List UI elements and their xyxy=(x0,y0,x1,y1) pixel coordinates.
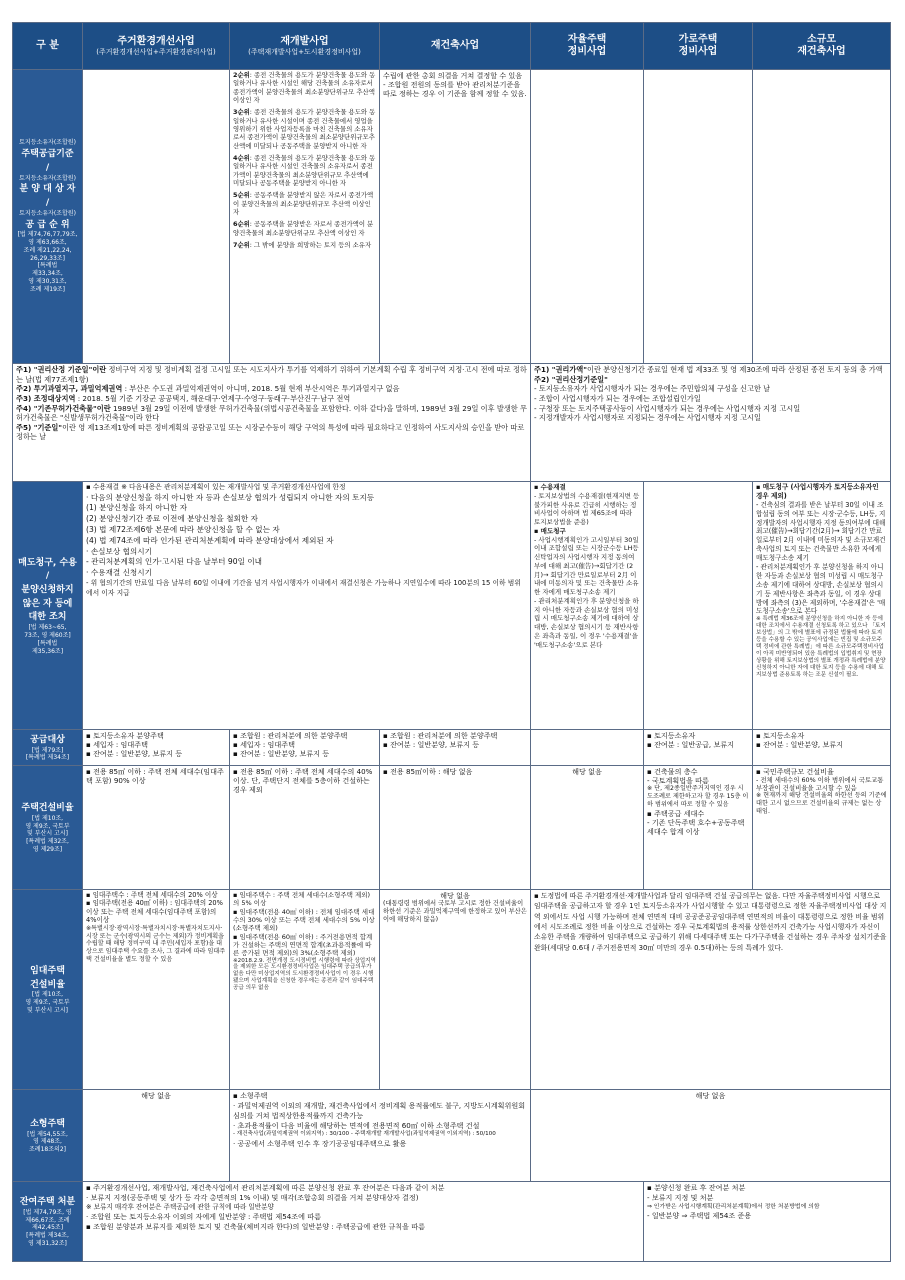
text-line: ▪ 수용재결 xyxy=(534,483,566,491)
row-header-rental-ratio xyxy=(13,890,83,1090)
cell-r4-c4 xyxy=(531,766,644,890)
rh3-line: [특례법 제34조] xyxy=(25,754,70,762)
rh1-line: / xyxy=(45,162,50,173)
rh1-line: 토지등소유자(조합원) xyxy=(19,209,76,217)
comparison-table-wrapper xyxy=(12,22,890,1262)
rank-label: 7순위 xyxy=(233,240,250,249)
rh1-line: 토지등소유자(조합원) xyxy=(19,139,76,147)
rank-label: 4순위 xyxy=(233,153,250,162)
note-text: 정비구역 지정 및 정비계획 결정 고시일 또는 시도지사가 투기를 억제하기 위하여 기본계획 수립 후 정비구역 지정·고시 전에 따로 정하는 날(법 제77조제1항) xyxy=(16,365,527,384)
text-line: ▪ 전용 85㎡ 이하 : 주택 전체 세대수의 40% 이상. 단, 주택단지 전체를 5층이하 건설하는 경우 제외 xyxy=(233,767,373,795)
header-redevelopment xyxy=(230,23,380,70)
cell-r3-c3 xyxy=(380,730,531,766)
cell-r2-left xyxy=(83,482,531,730)
text-line: ▪ 전용 85㎡ 이하 : 주택 전체 세대수(임대주택 포함) 90% 이상 xyxy=(86,767,224,786)
rh2-line: 73조, 영 제60조] xyxy=(24,631,71,639)
note-title: 주4) "기존무허가건축물"이란 xyxy=(16,403,111,413)
row-expropriation xyxy=(13,482,891,730)
comparison-table xyxy=(12,22,891,1262)
rh1-line: [특례법 xyxy=(37,262,58,270)
rh2-line: 제35,36조] xyxy=(31,647,64,655)
text-line: - 조합원 전원의 동의를 받아 관리처분기준을 따로 정하는 경우 이 기준을 함께 정할 수 있음. xyxy=(383,80,527,99)
text-line: 해당 없음 xyxy=(141,1091,171,1100)
cell-r3-c5 xyxy=(644,730,753,766)
text-line: - 토지보상법의 수용재결(현재지변 등 불가피한 사유로 긴급히 시행하는 정비사업이 아하며 법 제65조에 따라 토지보상법을 준용) xyxy=(534,491,640,527)
cell-r5-c1 xyxy=(83,890,230,1090)
cell-r4-c2 xyxy=(230,766,380,890)
text-line: ▪ 소형주택 xyxy=(233,1091,268,1100)
rh2-line: 대한 조치 xyxy=(28,612,67,623)
rh6-line: 소형주택 xyxy=(30,1118,65,1129)
text-line: (2) 분양신청기간 종료 이전에 분양신청을 철회한 자 xyxy=(86,514,258,524)
rh4-line: 주택건설비율 xyxy=(21,803,74,814)
text-line: ▪ 임대주택(전용 40㎡ 이하) : 전체 임대주택 세대수의 30% 이상 또는 주택 전체 세대수의 5% 이상(소형주택 제외) xyxy=(233,907,375,933)
text-line: ▪ 세입자 : 임대주택 xyxy=(86,740,148,750)
rank-label: 2순위 xyxy=(233,71,250,79)
text-line: ※특별시장·광역시장·특별자치시장·특별자치도지사·시장 또는 군수(광역시의 군수는 제외)가 정비계획을 수립할 때 해당 정비구역 내 주민(세입자 포함)을 대상으로 임대주택 수요를 조사, 그 결과에 따라 임대주택 건설비율을 별도 정할 수 있음 xyxy=(86,924,226,963)
row-header-supply-criteria xyxy=(13,70,83,364)
header-c2-label: 재개발사업 xyxy=(280,35,329,47)
text-line: 해당 없음 xyxy=(695,1091,726,1100)
cell-r6-right xyxy=(531,1090,891,1182)
header-c5b: 정비사업 xyxy=(678,46,718,57)
note-title: 주1) "권리가액" xyxy=(534,365,587,374)
cell-r3-c1 xyxy=(83,730,230,766)
cell-r6-c1 xyxy=(83,1090,230,1182)
rh7-line: [법 제74,79조, 영 xyxy=(23,1208,72,1216)
row-header-small-houses xyxy=(13,1090,83,1182)
rank-text: : 공동주택을 분양받지 않은 자로서 종전가액이 분양건축물의 최소분양단위규모 추산액 이상인 자 xyxy=(233,191,374,216)
cell-r2-right xyxy=(753,482,891,730)
rh3-line: [법 제79조] xyxy=(31,746,64,754)
rh1-line: 조례 제21,22,24, xyxy=(23,246,72,254)
row-rental-ratio xyxy=(13,890,891,1090)
rank-text: : 종전 건축물의 용도가 분양건축물 용도와 동일하거나 유사한 시설인 건축물의 소유자로서 종전가액이 분양건축물의 최소분양단위규모 추산액에 미달되나 공동주택을 분양받지 아니한 자 xyxy=(233,153,376,187)
rh1-line: 영 제63,66조, xyxy=(28,239,67,247)
header-c2-sub: (주택재개발사업+도시환경정비사업) xyxy=(248,47,361,56)
rank-text: : 그 밖에 분양을 희망하는 토지 등의 소유자 xyxy=(249,240,372,249)
text-line: - 관리처분계획인가 후 분양신청을 하지 아니한 자등과 손실보상 협의 미성립 시 매도청구소송 제기에 대하여 상대방, 손실보상 협의시기 등 재반사항은 좌측과 동일, 이 경우 '수용재결'을 '매도청구소송'으로 본다 xyxy=(534,596,639,649)
rh7-line: 제66,67조, 조례 xyxy=(25,1216,70,1224)
cell-r6-mid xyxy=(230,1090,531,1182)
rh2-line: 않은 자 등에 xyxy=(22,598,73,609)
note-title: 주3) 조정대상지역 xyxy=(16,393,76,403)
text-line: - 국토계획법을 따름 xyxy=(647,776,709,786)
rh7-line: 잔여주택 처분 xyxy=(19,1197,76,1208)
text-line: (4) 법 제74조에 따라 인가된 관리처분계획에 따라 분양대상에서 제외된 자 xyxy=(86,535,334,545)
cell-r4-c5 xyxy=(644,766,753,890)
note-text: - 지정개발자가 사업시행자로 지정되는 경우에는 사업시행자 지정 고시일 xyxy=(534,413,761,423)
text-line: (3) 법 제72조제6항 본문에 따라 분양신청을 할 수 없는 자 xyxy=(86,524,280,534)
rank-text: : 공동주택을 분양받은 자로서 종전가액이 분양건축물의 최소분양단위규모 추산액 이상인 자 xyxy=(233,220,374,237)
text-line: ▪ 분양신청 완료 후 잔여분 처분 xyxy=(647,1183,746,1192)
text-line: ▪ 임대주택수 : 주택 전체 세대수(소형주택 제외)의 5% 이상 xyxy=(233,891,371,908)
text-line: ▪ 임대주택(전용 40㎡ 이하) : 임대주택의 20% 이상 또는 주택 전체 세대수(임대주택 포함)의 4%이상 xyxy=(86,899,223,925)
cell-r2-empty xyxy=(644,482,753,730)
rh4-line: [특례법 제32조, xyxy=(26,838,69,846)
text-line: ▪ 토지등소유자 xyxy=(756,731,805,740)
text-note: ※ 특례법 제36조에 분양신청을 하지 아니한 자 등에 대한 조치에서 수용재결 신청토록 하고 있으나 「토지보상법」의 그 밖에 별표에 규정된 법률에 따라 토지등을 수용할 수 있는 공익사업에는 빈집 및 소규모주택 정비에 관한 특례법」에 따른 소규모주택정비사업이 아직 미반영되어 있음 특례법의 입법취지 및 현장상황을 위해 토지보상법의 별표 개정과 특례법에 분양신청하지 아니한 자에 대한 토지 등을 수용에 대해 토지보상법 준용토록 하는 조문 신설이 필요. xyxy=(756,616,886,679)
header-small-reconstruction xyxy=(753,23,891,70)
cell-r1-c5 xyxy=(644,70,753,364)
row-header-housing-ratio xyxy=(13,766,83,890)
text-line: 해당 없음 xyxy=(572,767,602,776)
header-category xyxy=(13,23,83,70)
header-c5a: 가로주택 xyxy=(678,34,718,45)
row-notes xyxy=(13,364,891,482)
text-line: ▪ 매도청구 xyxy=(534,526,566,535)
cell-r5-c2 xyxy=(230,890,380,1090)
text-line: - 관리처분계획의 인가·고시된 다음 날부터 90일 이내 xyxy=(86,557,263,567)
text-line: ⇒ 인가받은 사업시행계획(관리처분계획)에서 정한 처분방법에 의함 xyxy=(647,1203,820,1210)
text-line: ▪ 조합원 : 관리처분에 의한 분양주택 xyxy=(233,731,348,740)
text-line: ▪ 잔여분 : 일반분양, 보류지 등 xyxy=(86,749,183,759)
note-text: - 조합이 사업시행자가 되는 경우에는 조합설립인가일 xyxy=(534,393,701,403)
rh1-line: 토지등소유자(조합원) xyxy=(19,174,76,182)
cell-r4-c1 xyxy=(83,766,230,890)
row-small-houses xyxy=(13,1090,891,1182)
note-text: : 부산은 수도권 과밀억제권역이 아니며, 2018. 5월 현재 부산시역은 투기과열지구 없음 xyxy=(122,384,400,394)
note-title: 주2) "권리산정기준일" xyxy=(534,374,608,384)
text-note: ※2018.2.9. 전면개정 도시정비법 시행령에 따라 상업지역을 제외한 모든 도시환경정비사업은 임대주택 공급의무가 없음 다만 미상업지역의 도시환경정비사업이 이 경우 시행됐으며 사업계획을 신청한 경우에는 종전과 같이 임대주택 공급 의무 없음 xyxy=(233,957,376,992)
text-line: · 보류지 지정(공동주택 및 상가 등 각각 총면적의 1% 이내) 및 매각(조합총회 의결을 거쳐 분양대상자 결정) xyxy=(86,1192,419,1202)
text-line: - 사업시행계획인가 고시일부터 30일 이내 조합설립 또는 시장군수등 LH등 신탁업자의 사업시행자 지정 동의여부에 대해 최고(催告)→회답기간 (2月)→ 회답기간 만료일로부터 2月 이내에 미동의자 및 또는 건축물만 소유한 자에게 매도청구소송 제기 xyxy=(534,535,639,597)
text-line: · 과밀억제권역 이외의 재개발, 재건축사업에서 정비계획 용적률에도 불구, 지방도시계획위원회 심의를 거쳐 법적상한용적률까지 건축가능 xyxy=(233,1101,526,1121)
rh1-line: / xyxy=(45,198,50,209)
rh6-line: 조례18조의2] xyxy=(29,1146,66,1154)
text-line: ※ 단, 제2종일반주거지역인 경우 시도조례로 제한하고자 할 경우 15층 이하 범위에서 따로 정할 수 있음 xyxy=(647,785,749,809)
cell-r1-c6 xyxy=(753,70,891,364)
text-line: - 기존 단독주택 호수+공동주택 세대수 합계 이상 xyxy=(647,818,745,837)
row-housing-ratio xyxy=(13,766,891,890)
text-line: - 전체 세대수의 60% 이하 범위에서 국토교통부장관이 건설비율을 고시할 수 있음 xyxy=(756,776,884,793)
text-line: ▪ 잔여분 : 일반분양, 보류지 등 xyxy=(383,740,480,750)
rh2-line: [법 제63~65, xyxy=(28,624,67,632)
row-remaining-disposal xyxy=(13,1182,891,1262)
text-line: ▪ 잔여분 : 일반분양, 보류지 xyxy=(756,740,843,750)
cell-r5-c3 xyxy=(380,890,531,1090)
rh2-line: [특례법 xyxy=(37,639,58,647)
rank-text: : 종전 건축물의 용도가 분양건축물 용도와 동일하거나 유사한 시설이며 종전 건축물에서 영업을 영위하기 위한 사업자등록을 마친 건축물의 소유자로서 종전가액이 분양건축물의 최소분양단위규모추산액에 미달되나 공동주택을 분양받지 아니한 자 xyxy=(233,108,376,150)
text-line: · 공공에서 소형주택 인수 후 장기공공임대주택으로 활용 xyxy=(233,1139,407,1149)
header-reconstruction xyxy=(380,23,531,70)
rh5-line: 영 제9조, 국토부 xyxy=(25,999,70,1007)
note-title: 주1) "권리산정 기준일"이란 xyxy=(16,365,107,374)
rh6-line: 영 제48조, xyxy=(33,1138,62,1146)
header-residential-improvement xyxy=(83,23,230,70)
row-header-remaining-disposal xyxy=(13,1182,83,1262)
text-line: ▪ 건축물의 층수 xyxy=(647,767,698,776)
cell-r1-c2 xyxy=(230,70,380,364)
text-line: · 조합원 또는 토지등소유자 이외의 자에게 일반분양 : 주택법 제54조에 따름 xyxy=(86,1212,321,1222)
text-line: 수립에 관한 총회 의결을 거쳐 결정할 수 있음 xyxy=(383,71,523,80)
rh4-line: 영 제9조, 국토부 xyxy=(25,822,70,830)
text-line: ▪ 세입자 : 임대주택 xyxy=(233,740,295,750)
text-line: - 일반분양 ⇒ 주택법 제54조 준용 xyxy=(647,1211,752,1221)
row-header-supply-target xyxy=(13,730,83,766)
note-text: 이란 영 제13조제1항에 따른 정비계획의 공람공고일 또는 시장군수등이 해당 구역의 특성에 따라 필요하다고 인정하여 사도지사의 승인을 받아 따로 정하는 날 xyxy=(16,422,525,442)
text-line: ▪ 잔여분 : 일반공급, 보류지 xyxy=(647,740,734,750)
text-line: ▪ 조합원 분양분과 보류지를 제외한 토지 및 건축물(체비지라 한다)의 일반분양 : 주택공급에 관한 규칙을 따름 xyxy=(86,1221,425,1231)
cell-r5-c456 xyxy=(531,890,891,1090)
header-c4a: 자율주택 xyxy=(567,34,607,45)
rh2-line: / xyxy=(45,571,50,582)
header-street-housing xyxy=(644,23,753,70)
header-c6b: 재건축사업 xyxy=(797,46,846,57)
text-line: · 수용재결 신청시기 xyxy=(86,568,152,578)
text-line: - 보류지 지정 및 처분 xyxy=(647,1192,714,1202)
header-c6a: 소규모 xyxy=(807,34,836,45)
text-line: ▪ 도정법에 따른 주거환경개선·재개발사업과 달리 임대주택 건설 공급의무는 없음. 다만 자율주택정비사업 시행으로 임대주택을 공급하고자 할 경우 1인 토지등소유자가 사업시행할 수 있고 대통령령으로 정한 자율주택정비사업 대상 지역 외에서도 사업 시행 가능하며 전체 연면적 대비 공공준공공임대주택 연면적의 비율이 대통령령으로 정한 비율 범위에서 시도조례로 정한 비율 이상으로 건설하는 경우 국토계획법의 용적률 상한선까지 건축가능 사업시행자가 자신이 소유한 주택을 개량하여 임대주택으로 공급하기 위해 다세대주택 또는 다가구주택을 건설하는 경우 주차장 설치기준을 완화(세대당 0.6대 / 주거전용면적 30㎡ 미만의 경우 0.5대)하는 등의 특례가 있다. xyxy=(534,892,887,952)
text-line: ▪ 토지등소유자 분양주택 xyxy=(86,731,164,740)
cell-r7-left xyxy=(83,1182,644,1262)
text-line: (대통령령 범위에서 국토부 고시로 정한 건설비율이 하한선 기준은 과밀억제구역에 한정하고 있어 부산은 이에 해당하지 않음) xyxy=(383,900,527,924)
header-c1-sub: (주거환경개선사업+주거환경관리사업) xyxy=(96,47,216,56)
text-line: ▪ 주거환경개선사업, 재개발사업, 재건축사업에서 관리처분계획에 따른 분양신청 완료 후 잔여분은 다음과 같이 처분 xyxy=(86,1183,445,1192)
row-supply-criteria xyxy=(13,70,891,364)
rank-text: : 종전 건축물의 용도가 분양건축물 용도와 동일하거나 유사한 시설인 해당 건축물의 소유자로서 종전가액이 분양건축물의 최소분양단위규모 추산액 이상인 자 xyxy=(233,71,376,104)
text-line: ▪ 전용 85㎡이하 : 해당 없음 xyxy=(383,767,473,776)
text-line: (1) 분양신청을 하지 아니한 자 xyxy=(86,503,188,513)
text-line: ▪ 토지등소유자 xyxy=(647,731,696,740)
text-line: ※ 현재까지 해당 건설비율의 하한선 등의 기준에 대한 고시 없으므로 건설비율의 규제는 없는 상태임. xyxy=(756,792,887,816)
text-line: ▪ 잔여분 : 일반분양, 보류지 등 xyxy=(233,749,330,759)
text-line: ▪ 매도청구 (사업시행자가 토지등소유자인 경우 제외) xyxy=(756,483,879,500)
rh2-line: 매도청구, 수용 xyxy=(18,557,77,568)
notes-left xyxy=(13,364,531,482)
note-text: - 토지등소유자가 사업시행자가 되는 경우에는 주민합의체 구성을 신고한 날 xyxy=(534,384,771,394)
header-c3-label: 재건축사업 xyxy=(430,40,480,51)
note-text: - 구청장 또는 토지주택공사등이 사업시행자가 되는 경우에는 사업시행자 지정 고시일 xyxy=(534,403,801,413)
rank-label: 3순위 xyxy=(233,108,250,117)
cell-r1-c1 xyxy=(83,70,230,364)
text-line: ▪ 국민주택규모 건설비율 xyxy=(756,767,834,776)
text-line: - 관리처분계획인가 후 분양신청을 하지 아니한 자등과 손실보상 협의 미성립 시 매도청구소송 제기에 대하여 상대방, 손실보상 협의시기 등 제반사항은 좌측과 동일, 이 경우 상대방에 좌측의 (3)은 제외하며, '수용재결'은 '매도청구소송'으로 본다 xyxy=(756,563,886,616)
text-line: 해당 없음 xyxy=(440,891,470,900)
text-line: - 재건축사업(과밀억제권역 이외지역) : 30/100 - 주택재개발 재개발사업(과밀억제권역 이외지역) : 50/100 xyxy=(233,1131,496,1138)
text-line: - 위 협의기간의 만료일 다음 날부터 60일 이내에 기간을 넘겨 사업시행자가 이내에서 재결신청은 가능하나 지연일수에 따라 100분의 15 이하 범위에서 이자 지급 xyxy=(86,578,521,597)
rh5-line: 건설비율 xyxy=(30,979,65,990)
note-text: : 2018. 5월 기준 기장군 공공택지, 해운대구·연제구·수영구·동래구·부산진구·남구 전역 xyxy=(75,393,351,403)
rh3-line: 공급대상 xyxy=(30,734,65,745)
header-autonomous-housing xyxy=(531,23,644,70)
rh1-line: [법 제74,76,77,79조, xyxy=(17,231,78,239)
note-title: 주5) "기준일" xyxy=(16,422,63,432)
rh1-line: 공 급 순 위 xyxy=(25,219,70,230)
rh1-line: 주택공급기준 xyxy=(21,149,74,160)
note-title: 주2) 투기과열지구, 과밀억제권역 xyxy=(16,384,123,394)
text-line: · 다음의 분양신청을 하지 아니한 자 등과 손실보상 협의가 성립되지 아니한 자의 토지등 xyxy=(86,492,375,502)
rh7-line: 제42,45조] xyxy=(31,1224,64,1232)
rh1-line: 제33,34조, xyxy=(32,270,63,278)
text-line: ▪ 임대주택(전용 60㎡ 이하) : 주거전용면적 합계가 건설하는 주택의 연면적 합계(초과용적률에 따른 증가된 면적 제외)의 3%(소형주택 제외) xyxy=(233,932,373,958)
row-supply-target xyxy=(13,730,891,766)
header-c1-label: 주거환경개선사업 xyxy=(117,35,195,47)
rh6-line: [법 제54,55조, xyxy=(27,1130,68,1138)
cell-r3-c2 xyxy=(230,730,380,766)
text-line: · 초과용적률이 다음 비율에 해당하는 면적에 전용면적 60㎡ 이하 소형주택 건설 xyxy=(233,1121,480,1131)
notes-right xyxy=(531,364,891,482)
rh5-line: 및 부산시 고시] xyxy=(27,1007,68,1015)
rh7-line: 영 제31,32조] xyxy=(28,1240,67,1248)
cell-r1-c3 xyxy=(380,70,531,364)
rh7-line: [특례법 제34조, xyxy=(26,1232,69,1240)
cell-r3-c6 xyxy=(753,730,891,766)
note-text: 1989년 3월 29일 이전에 발생한 무허가건축물(위법시공건축물을 포함한다. 이하 같다)을 말하며, 1989년 3월 29일 이후 발생한 무허가건축물은 "신발생무허가건축물"이라 한다 xyxy=(16,403,527,423)
header-c4b: 정비사업 xyxy=(567,46,607,57)
row-header-expropriation xyxy=(13,482,83,730)
rh4-line: 및 부산시 고시] xyxy=(27,830,68,838)
rh5-line: 임대주택 xyxy=(30,966,65,977)
cell-r3-c4 xyxy=(531,730,644,766)
cell-r2-mid xyxy=(531,482,644,730)
text-line: ▪ 임대주택수 : 주택 전체 세대수의 20% 이상 xyxy=(86,891,218,899)
cell-r1-c4 xyxy=(531,70,644,364)
cell-r4-c3 xyxy=(380,766,531,890)
rh1-line: 조례 제19조] xyxy=(29,285,66,293)
rh5-line: [법 제10조, xyxy=(31,991,64,999)
rh1-line: 영 제30,31조, xyxy=(28,278,67,285)
rh4-line: [법 제10조, xyxy=(31,814,64,822)
note-text: 이란 분양신청기간 종료일 현재 법 제33조 및 영 제30조에 따라 산정된 종전 토지 등의 총 가액 xyxy=(587,365,883,374)
text-line: ▪ 조합원 : 관리처분에 의한 분양주택 xyxy=(383,731,498,740)
rh1-line: 26,29,33조] xyxy=(30,254,65,262)
rank-label: 6순위 xyxy=(233,220,250,229)
text-line: ▪ 수용재결 ※ 다음내용은 관리처분계획이 있는 재개발사업 및 주거환경개선사업에 한정 xyxy=(86,483,346,491)
cell-r4-c6 xyxy=(753,766,891,890)
text-line: - 건축심의 결과를 받은 날부터 30일 이내 조합설립 동의 여부 또는 시장·군수등, LH등, 지정개발자의 사업시행자 지정 동의여부에 대해 최고(催告)→회답기간(2月)→ 회답기간 만료일로부터 2月 이내에 미동의자 및 소규모재건축사업의 토지 또는 건축물만 소유한 자에게 매도청구소송 제기 xyxy=(756,500,886,563)
cell-r7-right xyxy=(644,1182,891,1262)
text-line: ※ 보류지 매각후 잔여분은 주택공급에 관한 규칙에 따라 일반분양 xyxy=(86,1202,274,1211)
rank-label: 5순위 xyxy=(233,191,250,200)
header-category-label: 구 분 xyxy=(36,40,59,51)
rh4-line: 영 제29조] xyxy=(32,846,63,854)
rh1-line: 분 양 대 상 자 xyxy=(19,184,76,195)
text-line: · 손실보상 협의시기 xyxy=(86,546,152,556)
rh2-line: 분양신청하지 xyxy=(21,585,74,596)
text-line: ▪ 주택공급 세대수 xyxy=(647,808,705,818)
